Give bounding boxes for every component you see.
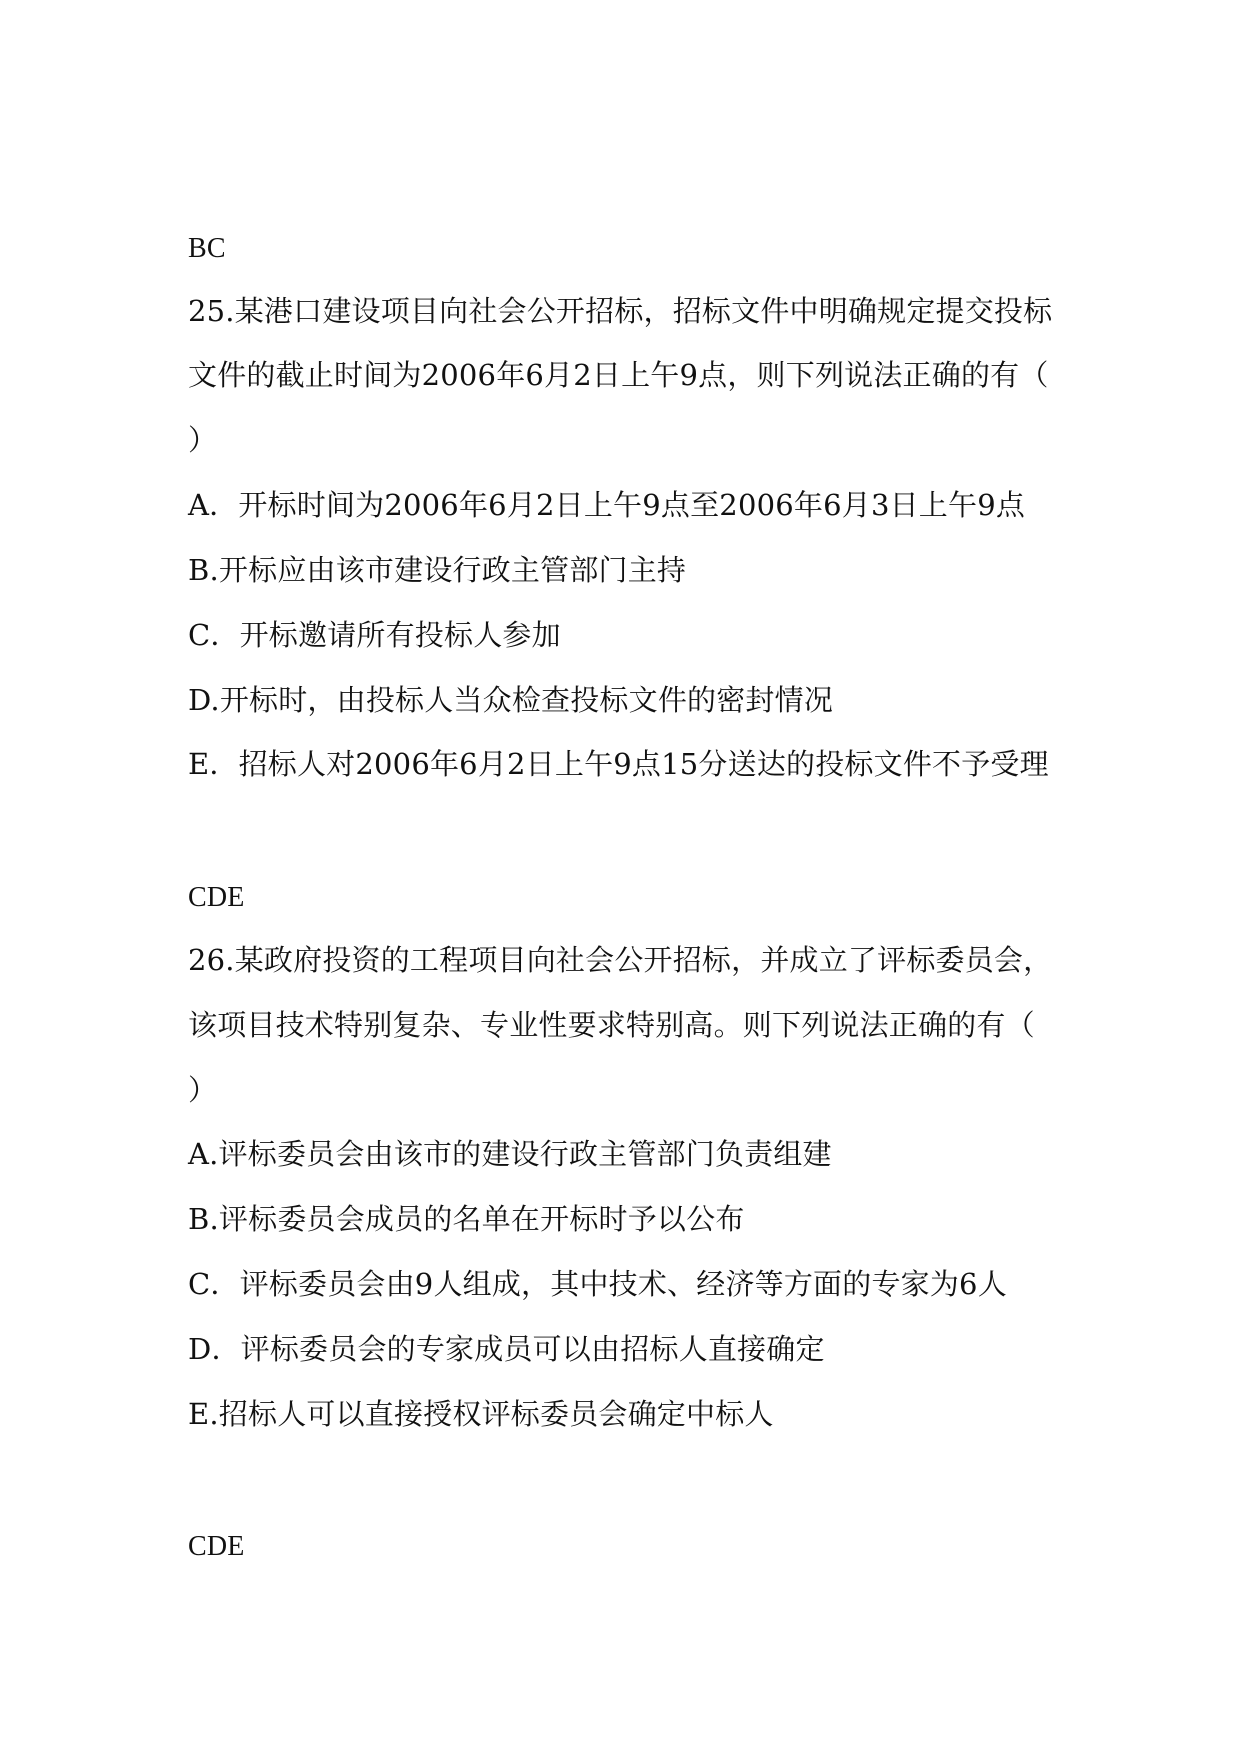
q26-text-line-2: 该项目技术特别复杂、专业性要求特别高。则下列说法正确的有（ [188, 1008, 1035, 1042]
q26-option-d: D．评标委员会的专家成员可以由招标人直接确定 [188, 1332, 825, 1366]
q26-text-line-1: 26.某政府投资的工程项目向社会公开招标，并成立了评标委员会， [188, 943, 1053, 977]
q26-text-line-3: ） [188, 1073, 218, 1107]
q25-text-line-3: ） [188, 423, 218, 457]
q26-answer: CDE [188, 1531, 245, 1562]
q25-option-e: E．招标人对2006年6月2日上午9点15分送达的投标文件不予受理 [188, 747, 1049, 781]
q25-option-d: D.开标时，由投标人当众检查投标文件的密封情况 [188, 683, 834, 717]
q25-option-c: C．开标邀请所有投标人参加 [188, 618, 561, 652]
q26-option-a: A.评标委员会由该市的建设行政主管部门负责组建 [188, 1137, 832, 1171]
previous-answer: BC [188, 233, 226, 264]
q25-answer: CDE [188, 882, 245, 913]
q25-text-line-2: 文件的截止时间为2006年6月2日上午9点，则下列说法正确的有（ [188, 358, 1049, 392]
q26-option-b: B.评标委员会成员的名单在开标时予以公布 [188, 1202, 745, 1236]
q25-text-line-1: 25.某港口建设项目向社会公开招标，招标文件中明确规定提交投标 [188, 294, 1053, 328]
q26-option-c: C．评标委员会由9人组成，其中技术、经济等方面的专家为6人 [188, 1267, 1007, 1301]
q25-option-b: B.开标应由该市建设行政主管部门主持 [188, 553, 687, 587]
q25-option-a: A．开标时间为2006年6月2日上午9点至2006年6月3日上午9点 [188, 488, 1026, 522]
q26-option-e: E.招标人可以直接授权评标委员会确定中标人 [188, 1397, 774, 1431]
